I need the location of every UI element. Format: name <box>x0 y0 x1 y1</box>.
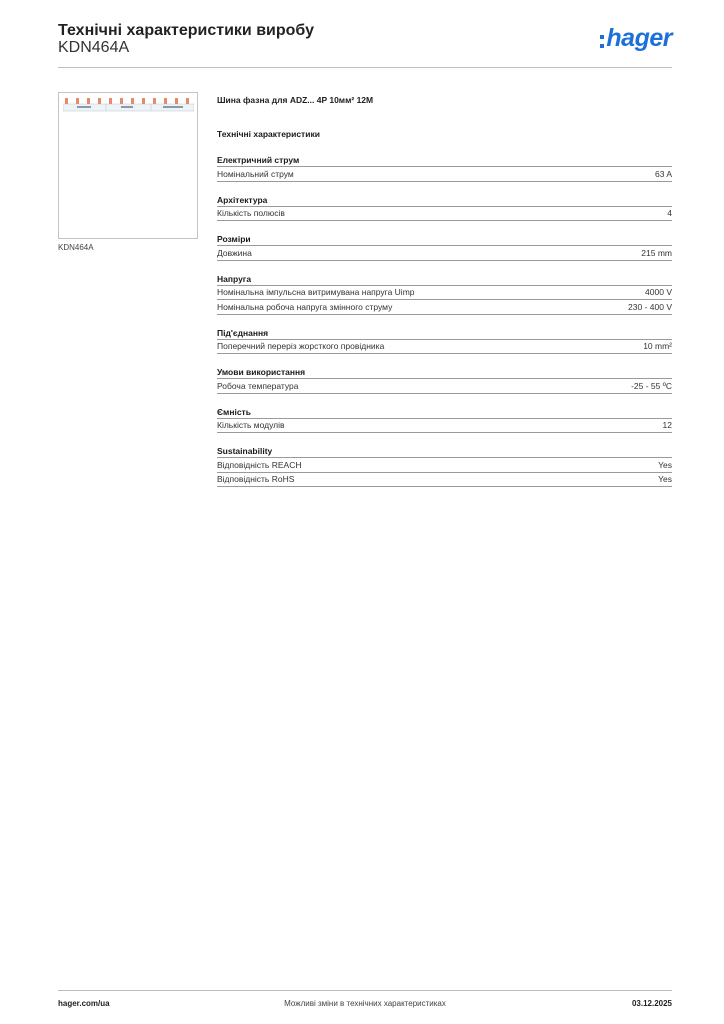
product-image <box>58 92 198 239</box>
spec-value: 12 <box>662 420 672 431</box>
spec-groups <box>217 155 672 487</box>
spec-row <box>217 419 672 434</box>
spec-group-title: Sustainability <box>217 446 672 458</box>
spec-label: Кількість полюсів <box>217 208 285 219</box>
spec-value: Yes <box>658 459 672 470</box>
spec-label: Відповідність REACH <box>217 459 302 470</box>
spec-value: Yes <box>658 474 672 485</box>
spec-row <box>217 340 672 355</box>
spec-row <box>217 300 672 315</box>
spec-label: Номінальний струм <box>217 168 294 179</box>
busbar-illustration <box>63 98 194 112</box>
spec-value: 215 mm <box>641 247 672 258</box>
spec-label: Робоча температура <box>217 380 299 391</box>
spec-label: Номінальна імпульсна витримувана напруга Uimp <box>217 287 415 298</box>
footer-website: hager.com/ua <box>58 999 110 1008</box>
specs-heading: Технічні характеристики <box>217 129 320 139</box>
spec-group <box>217 367 672 394</box>
footer-date: 03.12.2025 <box>631 999 672 1008</box>
page-footer <box>58 990 672 1010</box>
spec-row <box>217 167 672 182</box>
logo-text: hager <box>606 24 672 52</box>
spec-group <box>217 274 672 315</box>
spec-group <box>217 195 672 222</box>
spec-group-title: Під'єднання <box>217 328 672 340</box>
spec-label: Довжина <box>217 247 252 258</box>
spec-group-title: Ємність <box>217 407 672 419</box>
spec-group <box>217 407 672 434</box>
spec-group-title: Архітектура <box>217 195 672 207</box>
spec-group <box>217 234 672 261</box>
spec-value: 10 mm² <box>643 341 672 352</box>
spec-label: Номінальна робоча напруга змінного струму <box>217 301 393 312</box>
spec-label: Кількість модулів <box>217 420 285 431</box>
spec-row <box>217 246 672 261</box>
spec-value: -25 - 55 ºC <box>631 380 672 391</box>
product-code: KDN464A <box>58 39 130 56</box>
hager-logo <box>600 26 672 51</box>
spec-row <box>217 379 672 394</box>
spec-group-title: Електричний струм <box>217 155 672 167</box>
spec-group-title: Напруга <box>217 274 672 286</box>
product-name: Шина фазна для ADZ... 4P 10мм² 12М <box>217 95 374 105</box>
page-header <box>58 22 672 68</box>
spec-group-title: Розміри <box>217 234 672 246</box>
image-caption: KDN464A <box>58 243 94 252</box>
spec-value: 63 A <box>654 168 672 179</box>
spec-group <box>217 155 672 182</box>
spec-group-title: Умови використання <box>217 367 672 379</box>
spec-row <box>217 473 672 488</box>
document-title: Технічні характеристики виробу <box>58 22 314 39</box>
spec-row <box>217 458 672 473</box>
spec-label: Поперечний переріз жорсткого провідника <box>217 341 385 352</box>
spec-value: 4000 V <box>645 287 672 298</box>
spec-label: Відповідність RoHS <box>217 474 295 485</box>
spec-group <box>217 328 672 355</box>
spec-content <box>217 95 672 487</box>
footer-note: Можливі зміни в технічних характеристиках <box>284 999 446 1008</box>
spec-row <box>217 207 672 222</box>
spec-value: 230 - 400 V <box>628 301 672 312</box>
spec-value: 4 <box>667 208 672 219</box>
logo-dots-icon <box>600 35 604 48</box>
spec-row <box>217 286 672 301</box>
spec-group <box>217 446 672 487</box>
